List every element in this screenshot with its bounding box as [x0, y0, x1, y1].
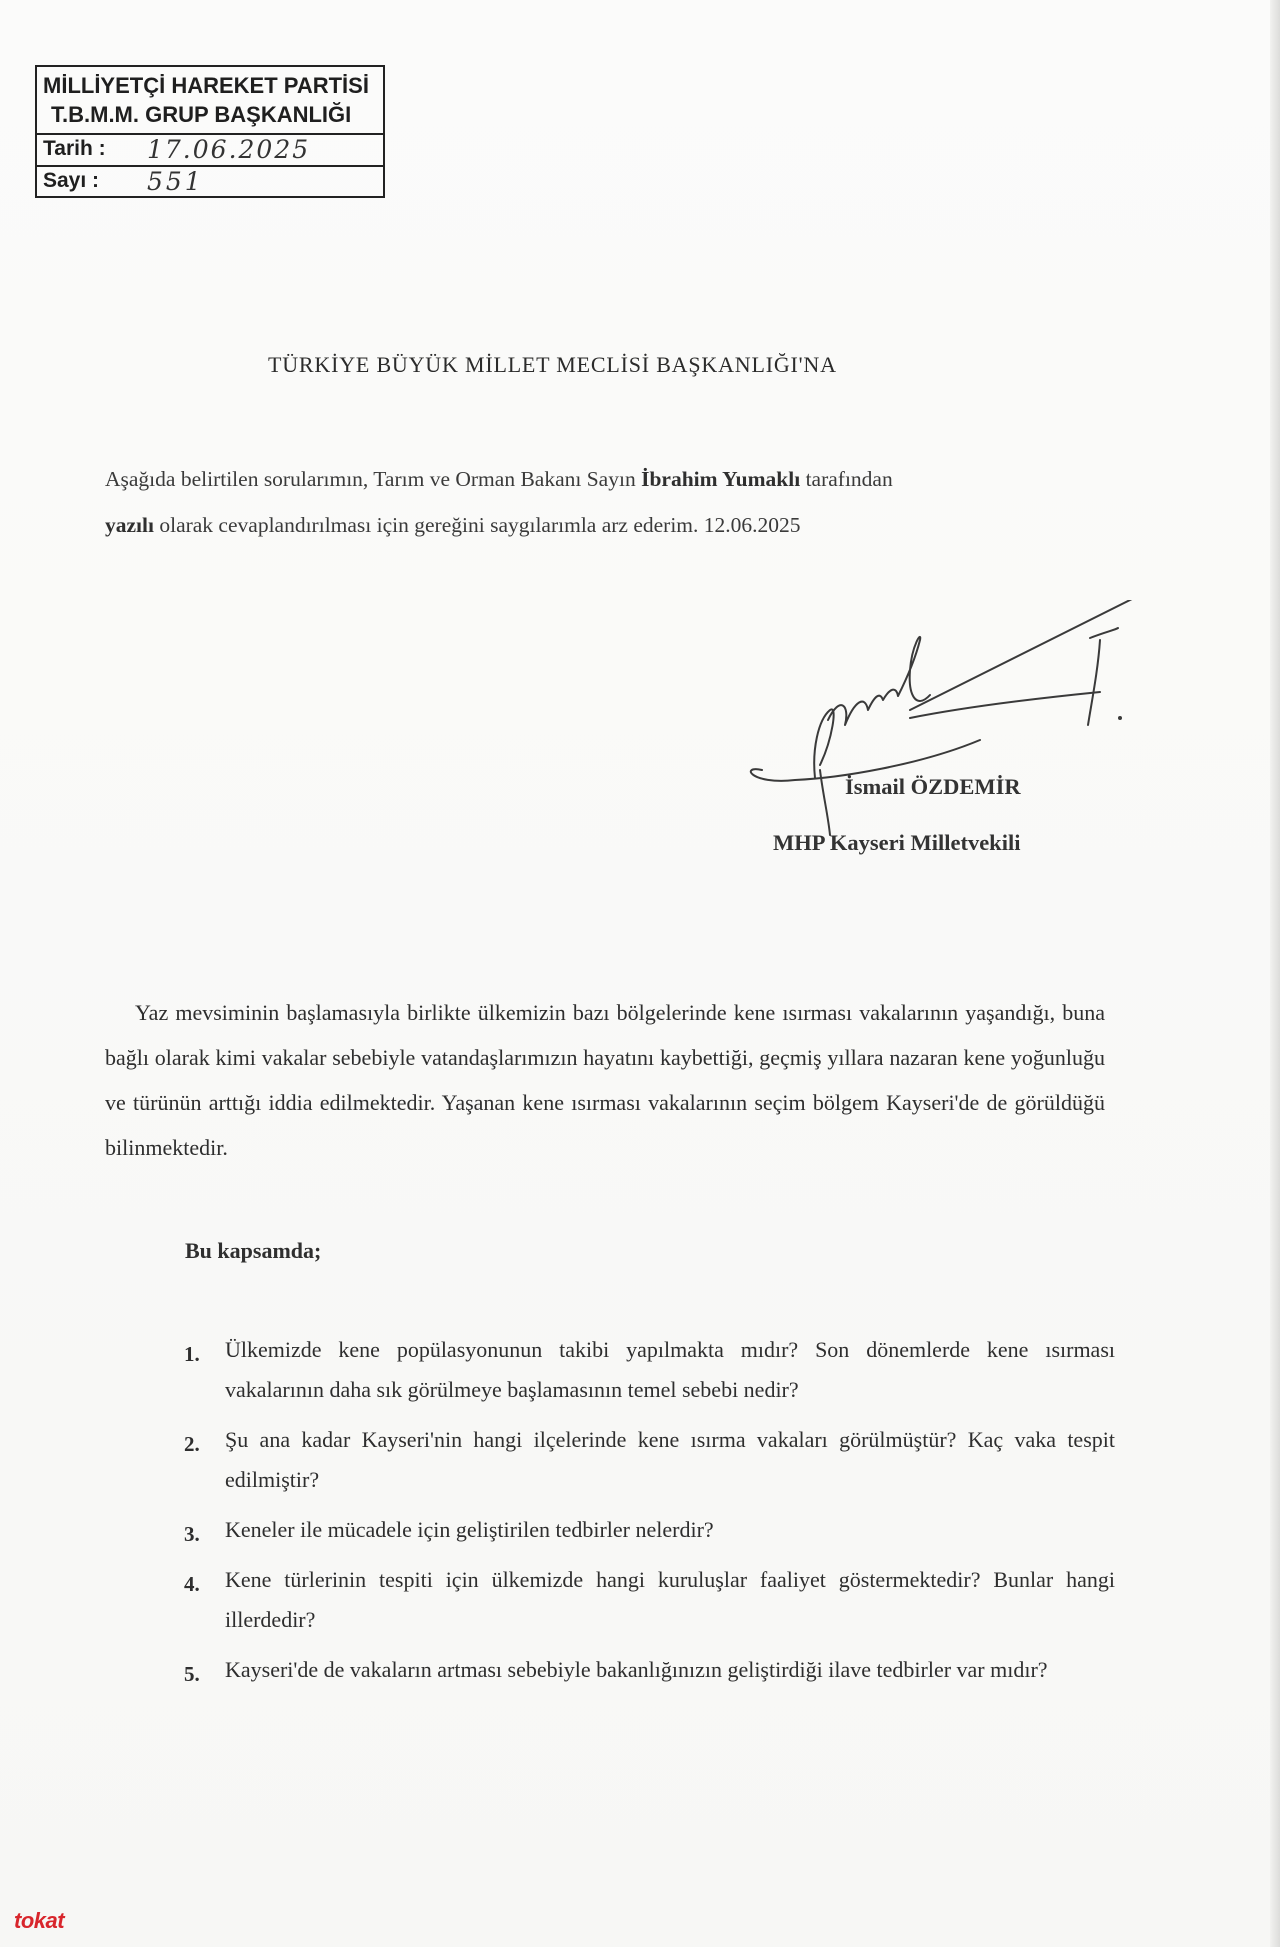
- signatory-title: MHP Kayseri Milletvekili: [773, 830, 1021, 855]
- list-item: [180, 1560, 1115, 1640]
- signature-area: [720, 600, 1140, 860]
- question-number: 5.: [184, 1662, 200, 1686]
- question-number: 2.: [184, 1432, 200, 1456]
- scope-label: Bu kapsamda;: [185, 1238, 322, 1263]
- question-text: Kene türlerinin tespiti için ülkemizde hangi kuruluşlar faaliyet göstermektedir? Bunlar hangi illerdedir?: [225, 1567, 1115, 1632]
- stamp-date-label: Tarih :: [43, 137, 106, 160]
- stamp-divider: [37, 165, 383, 167]
- tokat-logo: tokat: [14, 1908, 65, 1933]
- question-list: [180, 1330, 1115, 1700]
- list-item: [180, 1420, 1115, 1500]
- intro-text: Aşağıda belirtilen sorularımın, Tarım ve Orman Bakanı Sayın: [105, 467, 642, 491]
- handwritten-signature-icon: [720, 600, 1140, 860]
- document-heading: TÜRKİYE BÜYÜK MİLLET MECLİSİ BAŞKANLIĞI'NA: [268, 352, 837, 377]
- list-item: [180, 1330, 1115, 1410]
- stamp-date-value: 17.06.2025: [147, 135, 311, 164]
- signatory-name: İsmail ÖZDEMİR: [845, 774, 1021, 799]
- stamp-number-value: 551: [147, 167, 204, 196]
- minister-name: İbrahim Yumaklı: [641, 467, 801, 491]
- list-item: [180, 1510, 1115, 1550]
- stamp-number-label: Sayı :: [43, 169, 100, 192]
- intro-paragraph: [105, 456, 1105, 548]
- list-item: [180, 1650, 1115, 1690]
- question-text: Ülkemizde kene popülasyonunun takibi yapılmakta mıdır? Son dönemlerde kene ısırması vakalarının daha sık görülmeye başlamasının temel sebebi nedir?: [225, 1337, 1115, 1402]
- registry-stamp: [35, 65, 385, 198]
- question-text: Keneler ile mücadele için geliştirilen tedbirler nelerdir?: [225, 1517, 714, 1542]
- written-emphasis: yazılı: [105, 513, 154, 537]
- stamp-party-name: MİLLİYETÇİ HAREKET PARTİSİ: [43, 73, 369, 98]
- body-paragraph: Yaz mevsiminin başlamasıyla birlikte ülkemizin bazı bölgelerinde kene ısırması vakalarının yaşandığı, buna bağlı olarak kimi vakalar sebebiyle vatandaşlarımızın hayatını kaybettiği, geçmiş yıllara nazaran kene yoğunluğu ve türünün arttığı iddia edilmektedir. Yaşanan kene ısırması vakalarının seçim bölgem Kayseri'de de görüldüğü bilinmektedir.: [105, 1000, 1105, 1160]
- question-text: Kayseri'de de vakaların artması sebebiyle bakanlığınızın geliştirdiği ilave tedbirler var mıdır?: [225, 1657, 1048, 1682]
- page-edge-shadow: [1270, 0, 1280, 1947]
- intro-text: tarafından: [800, 467, 893, 491]
- question-number: 3.: [184, 1522, 200, 1546]
- question-text: Şu ana kadar Kayseri'nin hangi ilçelerinde kene ısırma vakaları görülmüştür? Kaç vaka tespit edilmiştir?: [225, 1427, 1115, 1492]
- question-number: 1.: [184, 1342, 200, 1366]
- stamp-group-name: T.B.M.M. GRUP BAŞKANLIĞI: [51, 102, 352, 127]
- intro-text: olarak cevaplandırılması için gereğini saygılarımla arz ederim. 12.06.2025: [153, 513, 801, 537]
- question-number: 4.: [184, 1572, 200, 1596]
